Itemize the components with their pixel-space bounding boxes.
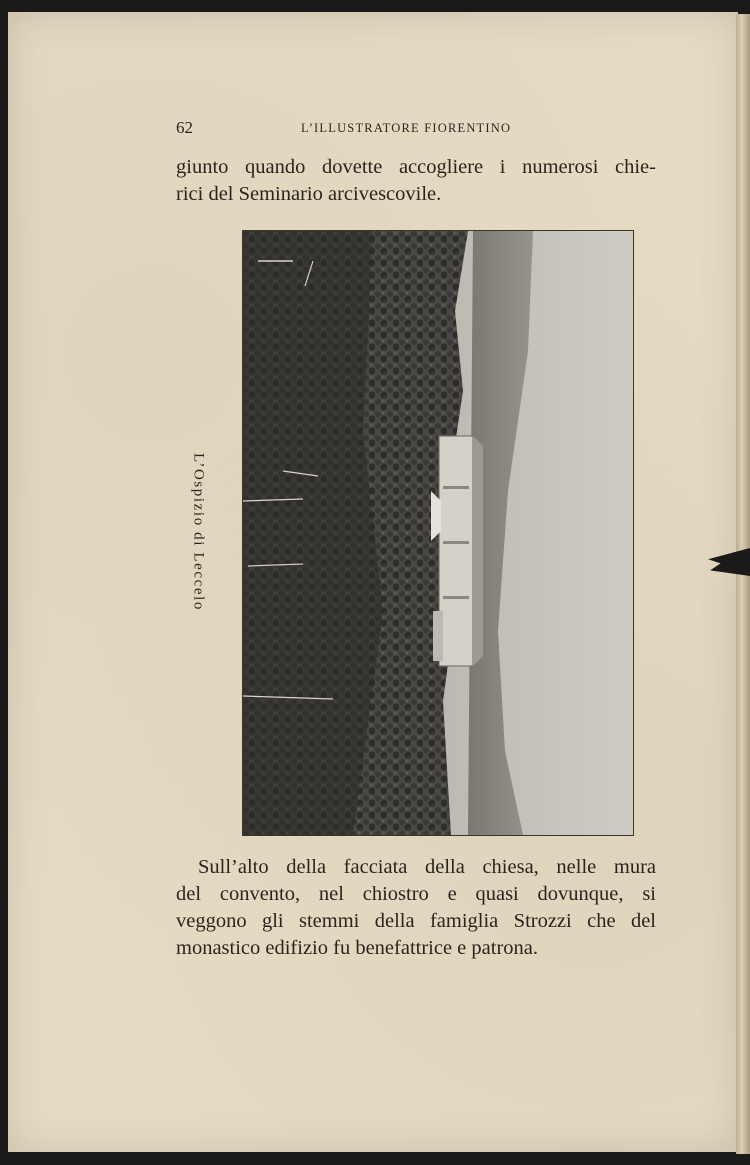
text-line: Sull’alto della facciata della chiesa, nelle mura	[198, 856, 656, 878]
photograph-plate	[242, 230, 634, 836]
paragraph-2	[176, 854, 656, 962]
paragraph-1	[176, 154, 656, 208]
text-line: monastico edifizio fu benefattrice e patrona.	[176, 937, 539, 959]
text-line: giunto quando dovette accogliere i numerosi chie-	[176, 156, 656, 178]
text-line: del convento, nel chiostro e quasi dovunque, si	[176, 883, 656, 905]
page-number: 62	[176, 118, 193, 137]
text-line: rici del Seminario arcivescovile.	[176, 183, 442, 205]
page-edge	[736, 14, 750, 1154]
landscape-photograph-icon	[243, 231, 633, 835]
text-line: veggono gli stemmi della famiglia Strozzi che del	[176, 910, 656, 932]
figure-caption: L’Ospizio di Leccelo	[190, 452, 207, 612]
page-header	[176, 118, 656, 138]
running-head: L’ILLUSTRATORE FIORENTINO	[301, 121, 512, 135]
